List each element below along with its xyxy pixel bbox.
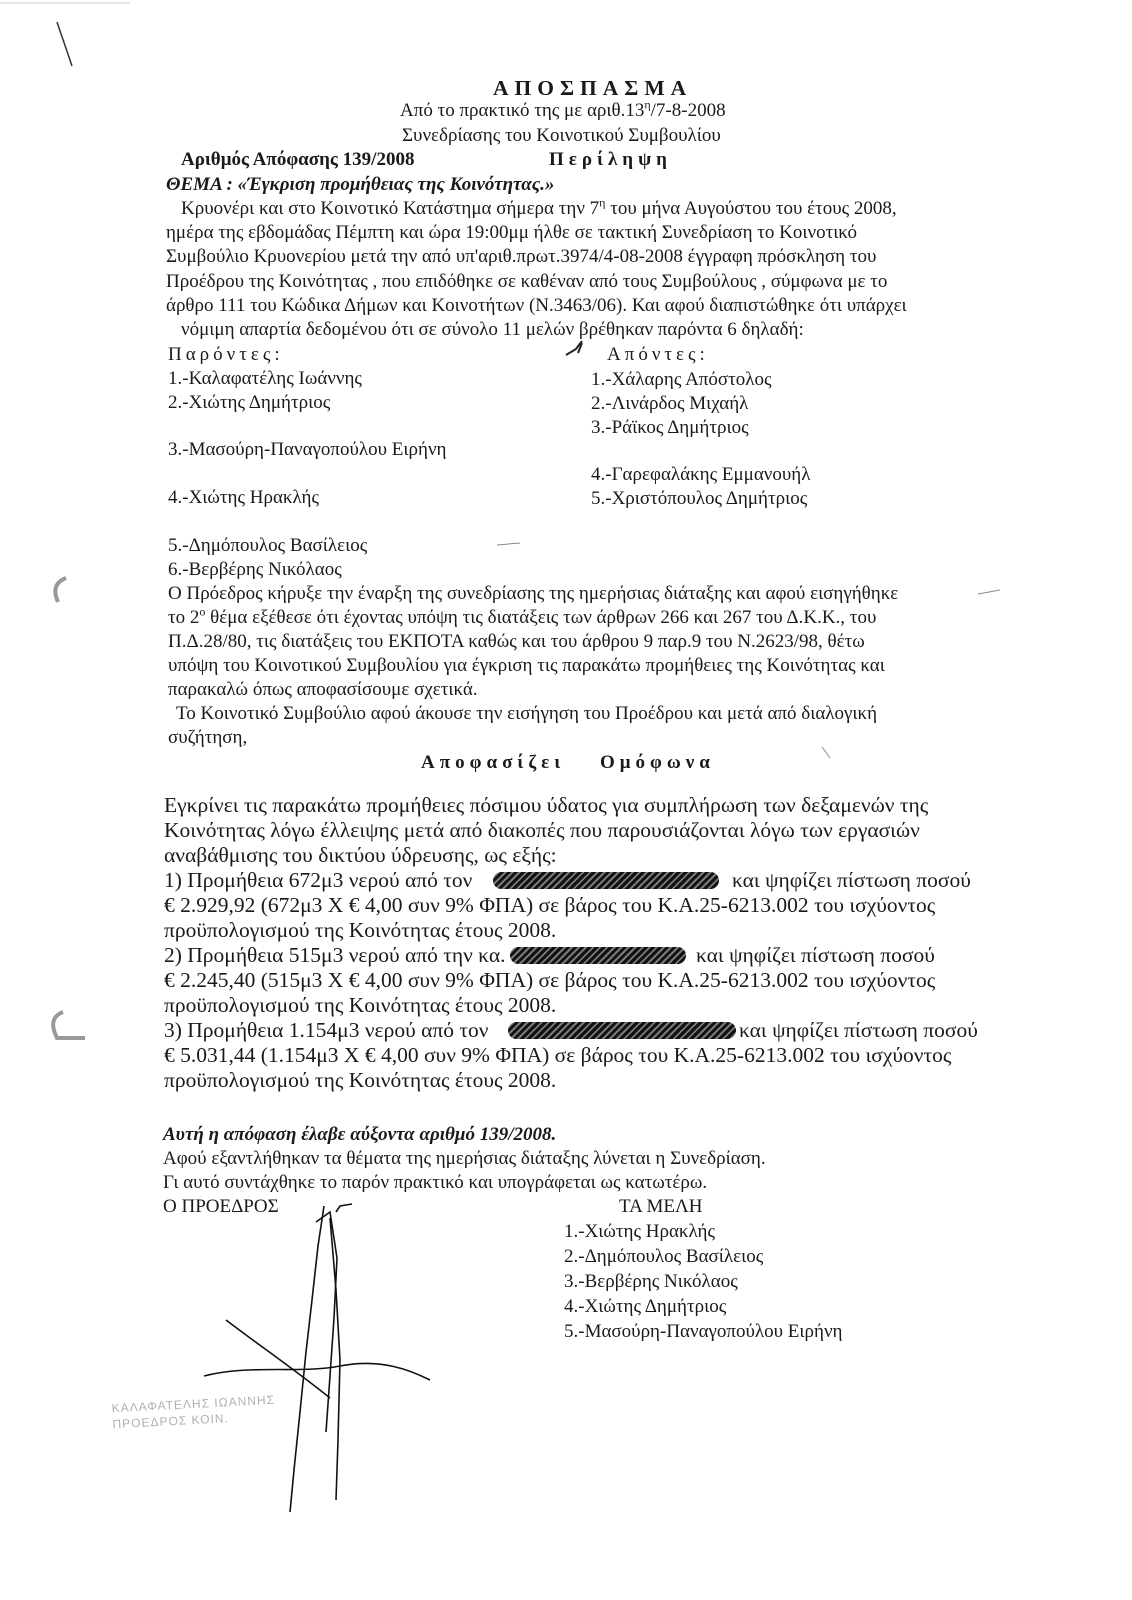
- decision-label: Αποφασίζει: [421, 752, 566, 773]
- absent-member: 4.-Γαρεφαλάκης Εμμανουήλ: [591, 464, 811, 485]
- pen-mark: [566, 341, 582, 355]
- supply-item-3-amount: € 5.031,44 (1.154μ3 Χ € 4,00 συν 9% ΦΠΑ) σε βάρος του Κ.Α.25-6213.002 του ισχύοντος: [164, 1043, 952, 1067]
- present-member: 2.-Χιώτης Δημήτριος: [168, 392, 331, 413]
- signing-member: 3.-Βερβέρης Νικόλαος: [564, 1271, 738, 1292]
- signing-member: 5.-Μασούρη-Παναγοπούλου Ειρήνη: [564, 1321, 843, 1342]
- supply-item-2-amount: € 2.245,40 (515μ3 Χ € 4,00 συν 9% ΦΠΑ) σε βάρος του Κ.Α.25-6213.002 του ισχύοντος: [164, 968, 936, 992]
- decision-line-2: Κοινότητας λόγω έλλειψης μετά από διακοπές που παρουσιάζονται λόγω των εργασιών: [164, 818, 920, 842]
- proposal-line-3: Π.Δ.28/80, τις διατάξεις του ΕΚΠΟΤΑ καθώς και του άρθρου 9 παρ.9 του Ν.2623/98, θέτω: [168, 631, 865, 652]
- present-member: 1.-Καλαφατέλης Ιωάννης: [168, 368, 362, 389]
- decision-number: Αριθμός Απόφασης 139/2008: [181, 149, 415, 170]
- absent-member: 3.-Ράϊκος Δημήτριος: [591, 417, 749, 438]
- subject-line: ΘΕΜΑ : «Έγκριση προμήθειας της Κοινότητας.»: [166, 174, 555, 195]
- closing-line-1: Αφού εξαντλήθηκαν τα θέματα της ημερήσιας διάταξης λύνεται η Συνεδρίαση.: [163, 1148, 766, 1169]
- supply-item-1-budget: προϋπολογισμού της Κοινότητας έτους 2008.: [164, 918, 557, 942]
- present-member: 6.-Βερβέρης Νικόλαος: [168, 559, 342, 580]
- supply-item-2-budget: προϋπολογισμού της Κοινότητας έτους 2008.: [164, 993, 557, 1017]
- signing-member: 4.-Χιώτης Δημήτριος: [564, 1296, 727, 1317]
- present-member: 4.-Χιώτης Ηρακλής: [168, 487, 319, 508]
- intro-line-1: Κρυονέρι και στο Κοινοτικό Κατάστημα σήμερα την $7^\eta$ του μήνα Αυγούστου του έτους 2008,: [181, 195, 897, 219]
- closing-line-2: Γι αυτό συντάχθηκε το παρόν πρακτικό και υπογράφεται ως κατωτέρω.: [163, 1172, 708, 1193]
- official-stamp: ΚΑΛΑΦΑΤΕΛΗΣ ΙΩΑΝΝΗΣ ΠΡΟΕΔΡΟΣ ΚΟΙΝ.: [111, 1392, 276, 1432]
- proposal-line-1: Ο Πρόεδρος κήρυξε την έναρξη της συνεδρίασης της ημερήσιας διάταξης και αφού εισηγήθηκε: [168, 583, 899, 604]
- president-label: Ο ΠΡΟΕΔΡΟΣ: [163, 1196, 279, 1217]
- document-title: ΑΠΟΣΠΑΣΜΑ: [493, 76, 693, 100]
- supply-item-3-credit: και ψηφίζει πίστωση ποσού: [739, 1018, 978, 1042]
- proposal-line-2: το $2^o$ θέμα εξέθεσε ότι έχοντας υπόψη τις διατάξεις των άρθρων 266 και 267 του Δ.Κ.Κ., του: [168, 604, 877, 628]
- proposal-line-7: συζήτηση,: [168, 727, 248, 748]
- scan-stroke-mark: [57, 22, 72, 66]
- absent-member: 2.-Λινάρδος Μιχαήλ: [591, 393, 749, 414]
- decision-line-1: Εγκρίνει τις παρακάτω προμήθειες πόσιμου ύδατος για συμπλήρωση των δεξαμενών της: [164, 793, 929, 817]
- supply-item-1: 1) Προμήθεια 672μ3 νερού από τον: [164, 868, 473, 892]
- present-member: 3.-Μασούρη-Παναγοπούλου Ειρήνη: [168, 439, 447, 460]
- proposal-line-4: υπόψη του Κοινοτικού Συμβουλίου για έγκριση τις παρακάτω προμήθειες της Κοινότητας και: [168, 655, 885, 676]
- intro-line-5: άρθρο 111 του Κώδικα Δήμων και Κοινοτήτων (Ν.3463/06). Και αφού διαπιστώθηκε ότι υπάρχει: [166, 295, 907, 316]
- present-label: Παρόντες:: [168, 344, 284, 365]
- hole-punch-mark: [55, 578, 66, 602]
- supply-item-3-budget: προϋπολογισμού της Κοινότητας έτους 2008.: [164, 1068, 557, 1092]
- council-session-line: Συνεδρίασης του Κοινοτικού Συμβουλίου: [402, 125, 721, 146]
- president-signature: [204, 1204, 430, 1512]
- decision-serial-number: Αυτή η απόφαση έλαβε αύξοντα αριθμό 139/2008.: [163, 1124, 557, 1145]
- hole-punch-mark: [53, 1012, 85, 1038]
- intro-line-3: Συμβούλιο Κρυονερίου μετά την από υπ'αριθ.πρωτ.3974/4-08-2008 έγγραφη πρόσκληση του: [166, 246, 877, 267]
- supply-item-2: 2) Προμήθεια 515μ3 νερού από την κα.: [164, 943, 506, 967]
- proposal-line-6: Το Κοινοτικό Συμβούλιο αφού άκουσε την εισήγηση του Προέδρου και μετά από διαλογική: [176, 703, 878, 724]
- intro-line-2: ημέρα της εβδομάδας Πέμπτη και ώρα 19:00μμ ήλθε σε τακτική Συνεδρίαση το Κοινοτικό: [166, 222, 857, 243]
- unanimous-label: Ομόφωνα: [600, 752, 715, 773]
- intro-line-4: Προέδρου της Κοινότητας , που επιδόθηκε σε καθέναν από τους Συμβούλους , σύμφωνα με το: [166, 271, 888, 292]
- absent-member: 5.-Χριστόπουλος Δημήτριος: [591, 488, 808, 509]
- members-label: ΤΑ ΜΕΛΗ: [619, 1196, 703, 1217]
- minutes-reference: Από το πρακτικό της με $\alpha\rho\iota\theta.13^\eta/7-8-2008$: [400, 97, 726, 121]
- intro-line-6: νόμιμη απαρτία δεδομένου ότι σε σύνολο 11 μελών βρέθηκαν παρόντα 6 δηλαδή:: [181, 319, 804, 340]
- present-member: 5.-Δημόπουλος Βασίλειος: [168, 535, 368, 556]
- decision-line-3: αναβάθμισης του δικτύου ύδρευσης, ως εξής:: [164, 843, 557, 867]
- signing-member: 1.-Χιώτης Ηρακλής: [564, 1221, 715, 1242]
- supply-item-3: 3) Προμήθεια 1.154μ3 νερού από τον: [164, 1018, 489, 1042]
- absent-member: 1.-Χάλαρης Απόστολος: [591, 369, 772, 390]
- summary-label: Περίληψη: [549, 149, 672, 170]
- supply-item-1-credit: και ψηφίζει πίστωση ποσού: [732, 868, 971, 892]
- supply-item-1-amount: € 2.929,92 (672μ3 Χ € 4,00 συν 9% ΦΠΑ) σε βάρος του Κ.Α.25-6213.002 του ισχύοντος: [164, 893, 936, 917]
- proposal-line-5: παρακαλώ όπως αποφασίσουμε σχετικά.: [168, 679, 478, 700]
- absent-label: Απόντες:: [607, 344, 709, 365]
- signing-member: 2.-Δημόπουλος Βασίλειος: [564, 1246, 764, 1267]
- supply-item-2-credit: και ψηφίζει πίστωση ποσού: [696, 943, 935, 967]
